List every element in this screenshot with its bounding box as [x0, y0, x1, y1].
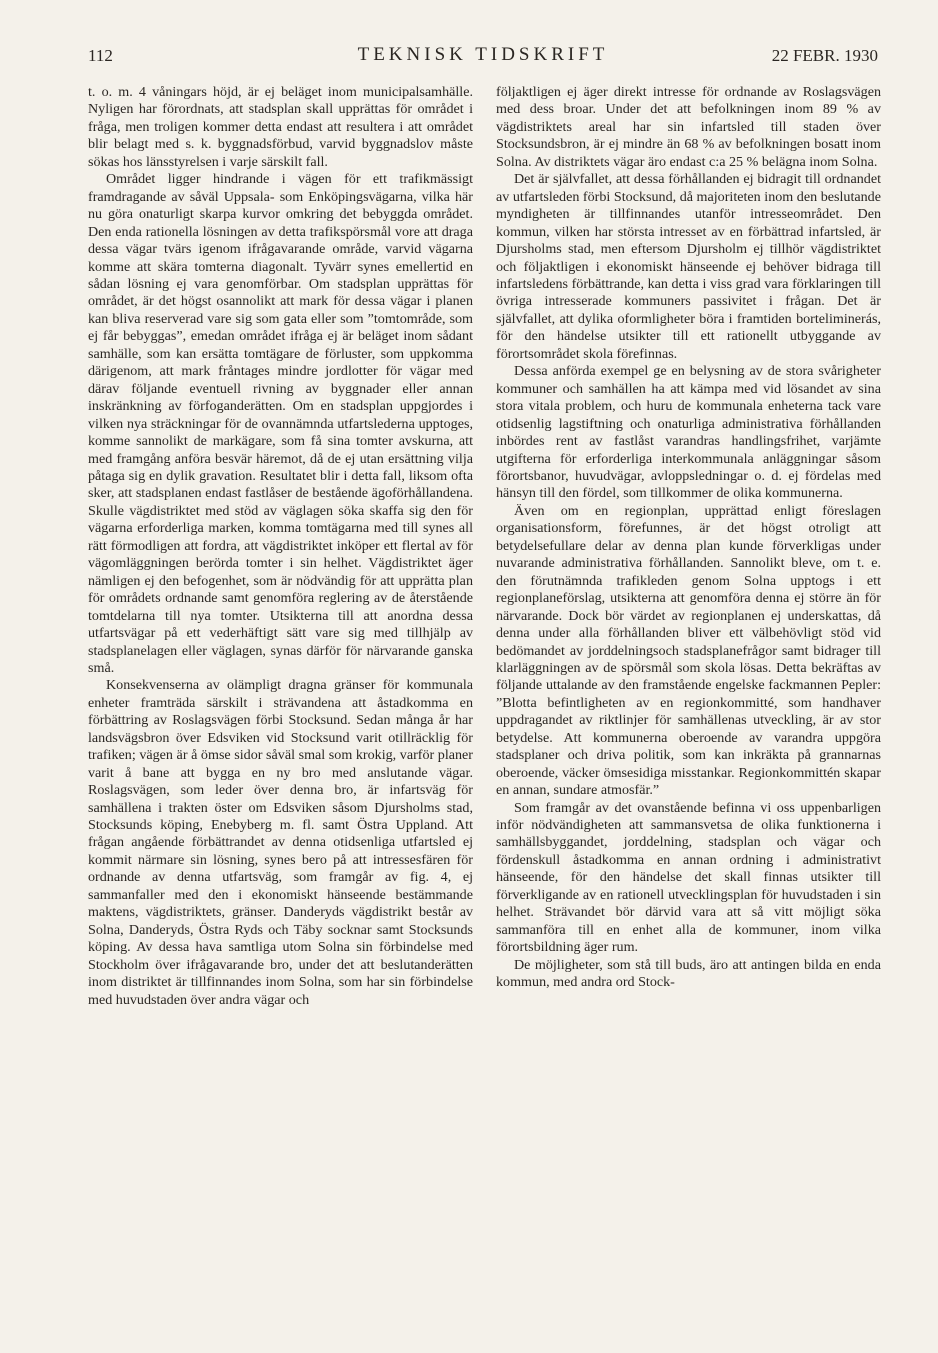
right-column — [496, 84, 881, 992]
page-number: 112 — [88, 46, 113, 65]
paragraph: följaktligen ej äger direkt intresse för ordnande av Roslagsvägen med dess broar. Under det att befolkningen inom 89 % av vägdistriktets areal har sin infartsled till staden över Stocksundsbron, är ej mindre än 68 % av befolkningen bosatt inom Solna. Av distriktets vägar äro endast c:a 25 % belägna inom Solna. — [496, 84, 881, 170]
issue-date: 22 FEBR. 1930 — [771, 46, 878, 65]
left-column — [88, 84, 473, 1009]
paragraph: Dessa anförda exempel ge en belysning av de stora svårigheter kommuner och samhällen ha att kämpa med vid lösandet av sina stora vitala problem, och huru de kommunala enheterna tack vare otidsenlig lagstiftning och onaturliga administrativa förhållanden inbördes rent av fastlåst varandras handlingsfrihet, varjämte utgifterna för erforderliga interkommunala anläggningar såsom förortsbanor, huvudvägar, avloppsledningar o. d. ej fördelas med hänsyn till den fördel, som tillkommer de olika kommunerna. — [496, 363, 881, 502]
journal-title: TEKNISK TIDSKRIFT — [357, 44, 609, 65]
page-header — [88, 44, 878, 74]
paragraph: Området ligger hindrande i vägen för ett trafikmässigt framdragande av såväl Uppsala- som Enköpingsvägarna, vilka här nu göra onaturligt skarpa kurvor omkring det bebyggda området. Den enda rationella lösningen av detta trafikspörsmål vore att draga dessa vägar tvärs igenom ifrågavarande område, varvid vägarna komme att skära tomterna diagonalt. Tyvärr synes emellertid en sådan lösning ej vara genomförbar. Om stadsplan upprättas för området, är det högst osannolikt att mark för dessa vägar i planen kan bliva reserverad vare sig som gata eller som ”tomtområde, som ej får bebyggas”, emedan området ifråga ej är beläget inom sådant samhälle, som kan ersätta tomtägare de förluster, som uppkomma därigenom, att mark fråntages mindre jordlotter för vägar med därav följande eventuell rivning av byggnader eller annan inskränkning av förfoganderätten. Om en stadsplan uppgjordes i vilken nya sträckningar för de ovannämnda utfartslederna upptoges, komme sannolikt de markägare, som få sina tomter avskurna, att med framgång anföra besvär häremot, då de ej utan ersättning vilja påtaga sig en dylik gravation. Resultatet blir i detta fall, liksom ofta sker, att stadsplanen endast fastlåser de bestående ägoförhållandena. Skulle vägdistriktet med stöd av väglagen söka skaffa sig den för vägarna erforderliga marken, komma tomtägarna med till synes all rätt förmodligen att fordra, att vägdistriktet inköper ett flertal av för vägomläggningen berörda tomter i sin helhet. Vägdistriktet äger nämligen ej den befogenhet, som är nödvändig för att upprätta plan för områdets ordnande samt genomföra reglering av de återstående tomtdelarna till nya tomter. Utsikterna till att anordna dessa utfartsvägar på ett vederhäftigt sätt vare sig med tillhjälp av stadsplanelagen eller väglagen, synas därför för närvarande ganska små. — [88, 171, 473, 676]
paragraph: De möjligheter, som stå till buds, äro att antingen bilda en enda kommun, med andra ord Stock- — [496, 956, 881, 991]
paragraph: t. o. m. 4 våningars höjd, är ej beläget inom municipalsamhälle. Nyligen har förordnats, att stadsplan skall upprättas för området i fråga, men troligen kommer detta endast att resultera i att området blir belagt med s. k. byggnadsförbud, varvid byggnadslov måste sökas hos länsstyrelsen i varje särskilt fall. — [88, 84, 473, 170]
paragraph: Även om en regionplan, upprättad enligt föreslagen organisationsform, förefunnes, är det högst otroligt att betydelsefullare delar av denna plan kunde förverkligas under nuvarande administrativa förhållanden. Sannolikt bleve, om t. e. den förutnämnda trafikleden genom Solna upptogs i ett regionplaneförslag, utsikterna att genomföra denna ej större än för närvarande. Dock bör värdet av regionplanen ej underskattas, då denna under alla förhållanden bliver ett välbehövligt stöd vid bedömandet av jorddelningsoch stadsplanefrågor samt bidrager till klarläggningen av de spörsmål som skola lösas. Detta bekräftas av följande uttalande av den framstående engelske fackmannen Pepler: ”Blotta befintligheten av en regionkommitté, som handhaver uppdragandet av riktlinjer för samhällenas utveckling, är av stor betydelse. Att kommunerna oberoende av varandra uppgöra stadsplaner och driva politik, som kan inkräkta på grannarnas oberoende, väcker ömsesidiga misstankar. Regionkommittén skapar en annan, sundare atmosfär.” — [496, 502, 881, 799]
paragraph: Som framgår av det ovanstående befinna vi oss uppenbarligen inför nödvändigheten att sammansvetsa de olika funktionerna i samhällsbyggandet, jorddelning, stadsplan och vägar och fördenskull åstadkomma en annan ordning i administrativt hänseende, för den händelse det skall finnas utsikter till förverkligande av en rationell utvecklingsplan för huvudstaden i sin helhet. Strävandet bör därvid vara att så vitt möjligt söka sammanföra till en enhet alla de kommuner, inom vilka förortsbildning äger rum. — [496, 799, 881, 956]
paragraph: Konsekvenserna av olämpligt dragna gränser för kommunala enheter framträda särskilt i strävandena att åstadkomma en förbättring av Roslagsvägen förbi Stocksund. Sedan många år har landsvägsbron över Edsviken vid Stocksund varit otillräcklig för trafiken; vägen är å ömse sidor såväl smal som krokig, varför planer varit å bane att bygga en ny bro med anslutande vägar. Roslagsvägen, som leder över denna bro, är infartsväg för samhällena i trakten öster om Edsviken såsom Djursholms stad, Stocksunds köping, Enebyberg m. fl. samt Östra Uppland. Att frågan angående förbättrandet av denna otidsenliga utfartsled ej kommit närmare sin lösning, synes bero på att intressesfären för ordnande av denna utfartsväg, som framgår av fig. 4, ej sammanfaller med den i ekonomiskt hänseende bestämmande maktens, vägdistriktets, gränser. Danderyds vägdistrikt består av Solna, Danderyds, Östra Ryds och Täby socknar samt Stocksunds köping. Av dessa hava samtliga utom Solna sin förbindelse med Stockholm över ifrågavarande bro, under det att beslutanderätten inom distriktet är tillfinnandes inom Solna, som har sin förbindelse med huvudstaden över andra vägar och — [88, 677, 473, 1008]
paragraph: Det är självfallet, att dessa förhållanden ej bidragit till ordnandet av utfartsleden förbi Stocksund, då majoriteten inom den beslutande myndigheten är tillfinnandes utanför intresseområdet. Den kommun, vilken har största intresset av en förbättrad infartsled, är Djursholms stad, men eftersom Djursholm ej tillhör vägdistriktet och följaktligen i ekonomiskt hänseende ej behöver bidraga till infartsledens förbättrande, kan detta i viss grad vara förklaringen till övriga intresserade kommuners passivitet i frågan. Det är självfallet, att dylika oformligheter böra i framtiden borteliminerás, för den händelse utsikter till ett rationellt utbyggande av förortsområdet skola förefinnas. — [496, 171, 881, 362]
